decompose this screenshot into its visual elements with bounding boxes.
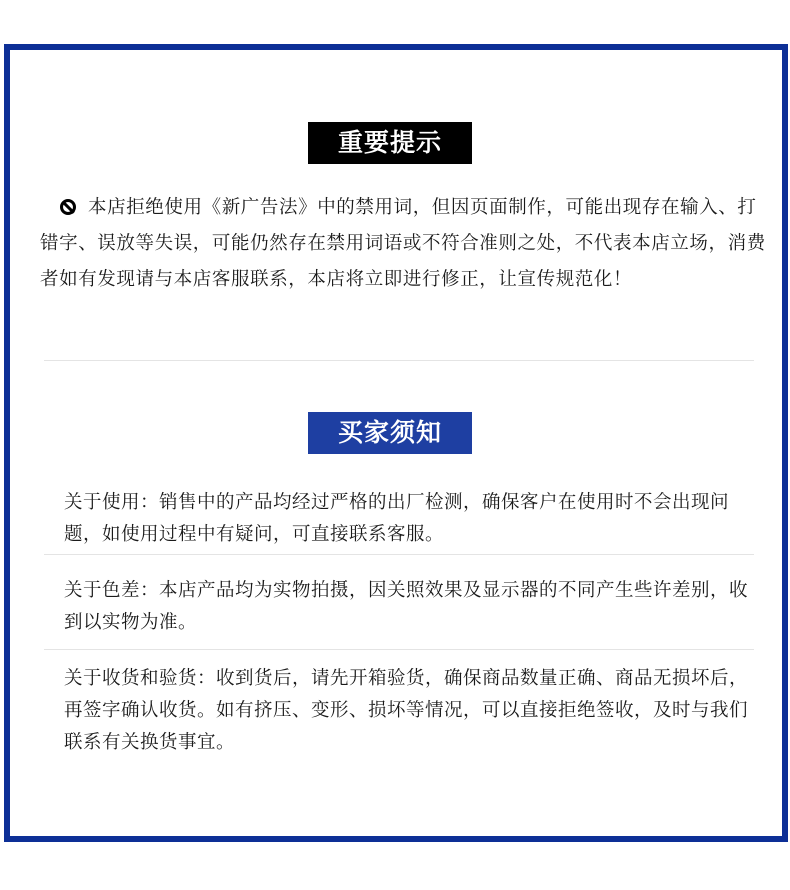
note-item-color-difference: 关于色差：本店产品均为实物拍摄，因关照效果及显示器的不同产生些许差别，收到以实物为准。: [64, 580, 749, 633]
note-divider: [44, 554, 754, 555]
ban-icon: [60, 199, 76, 215]
note-item-usage: 关于使用：销售中的产品均经过严格的出厂检测，确保客户在使用时不会出现问题，如使用过程中有疑问，可直接联系客服。: [64, 492, 730, 545]
info-frame: [4, 44, 788, 842]
section-divider: [44, 360, 754, 361]
important-notice-title: 重要提示: [308, 122, 472, 164]
note-item-receipt-inspection: 关于收货和验货：收到货后，请先开箱验货，确保商品数量正确、商品无损坏后，再签字确认收货。如有挤压、变形、损坏等情况，可以直接拒绝签收，及时与我们联系有关换货事宜。: [64, 668, 749, 753]
note-divider: [44, 649, 754, 650]
buyer-notes-title: 买家须知: [308, 412, 472, 454]
notice-text: 本店拒绝使用《新广告法》中的禁用词，但因页面制作，可能出现存在输入、打错字、误放等失误，可能仍然存在禁用词语或不符合准则之处，不代表本店立场，消费者如有发现请与本店客服联系，本店将立即进行修正，让宣传规范化！: [40, 197, 766, 290]
notice-paragraph: [40, 190, 766, 298]
